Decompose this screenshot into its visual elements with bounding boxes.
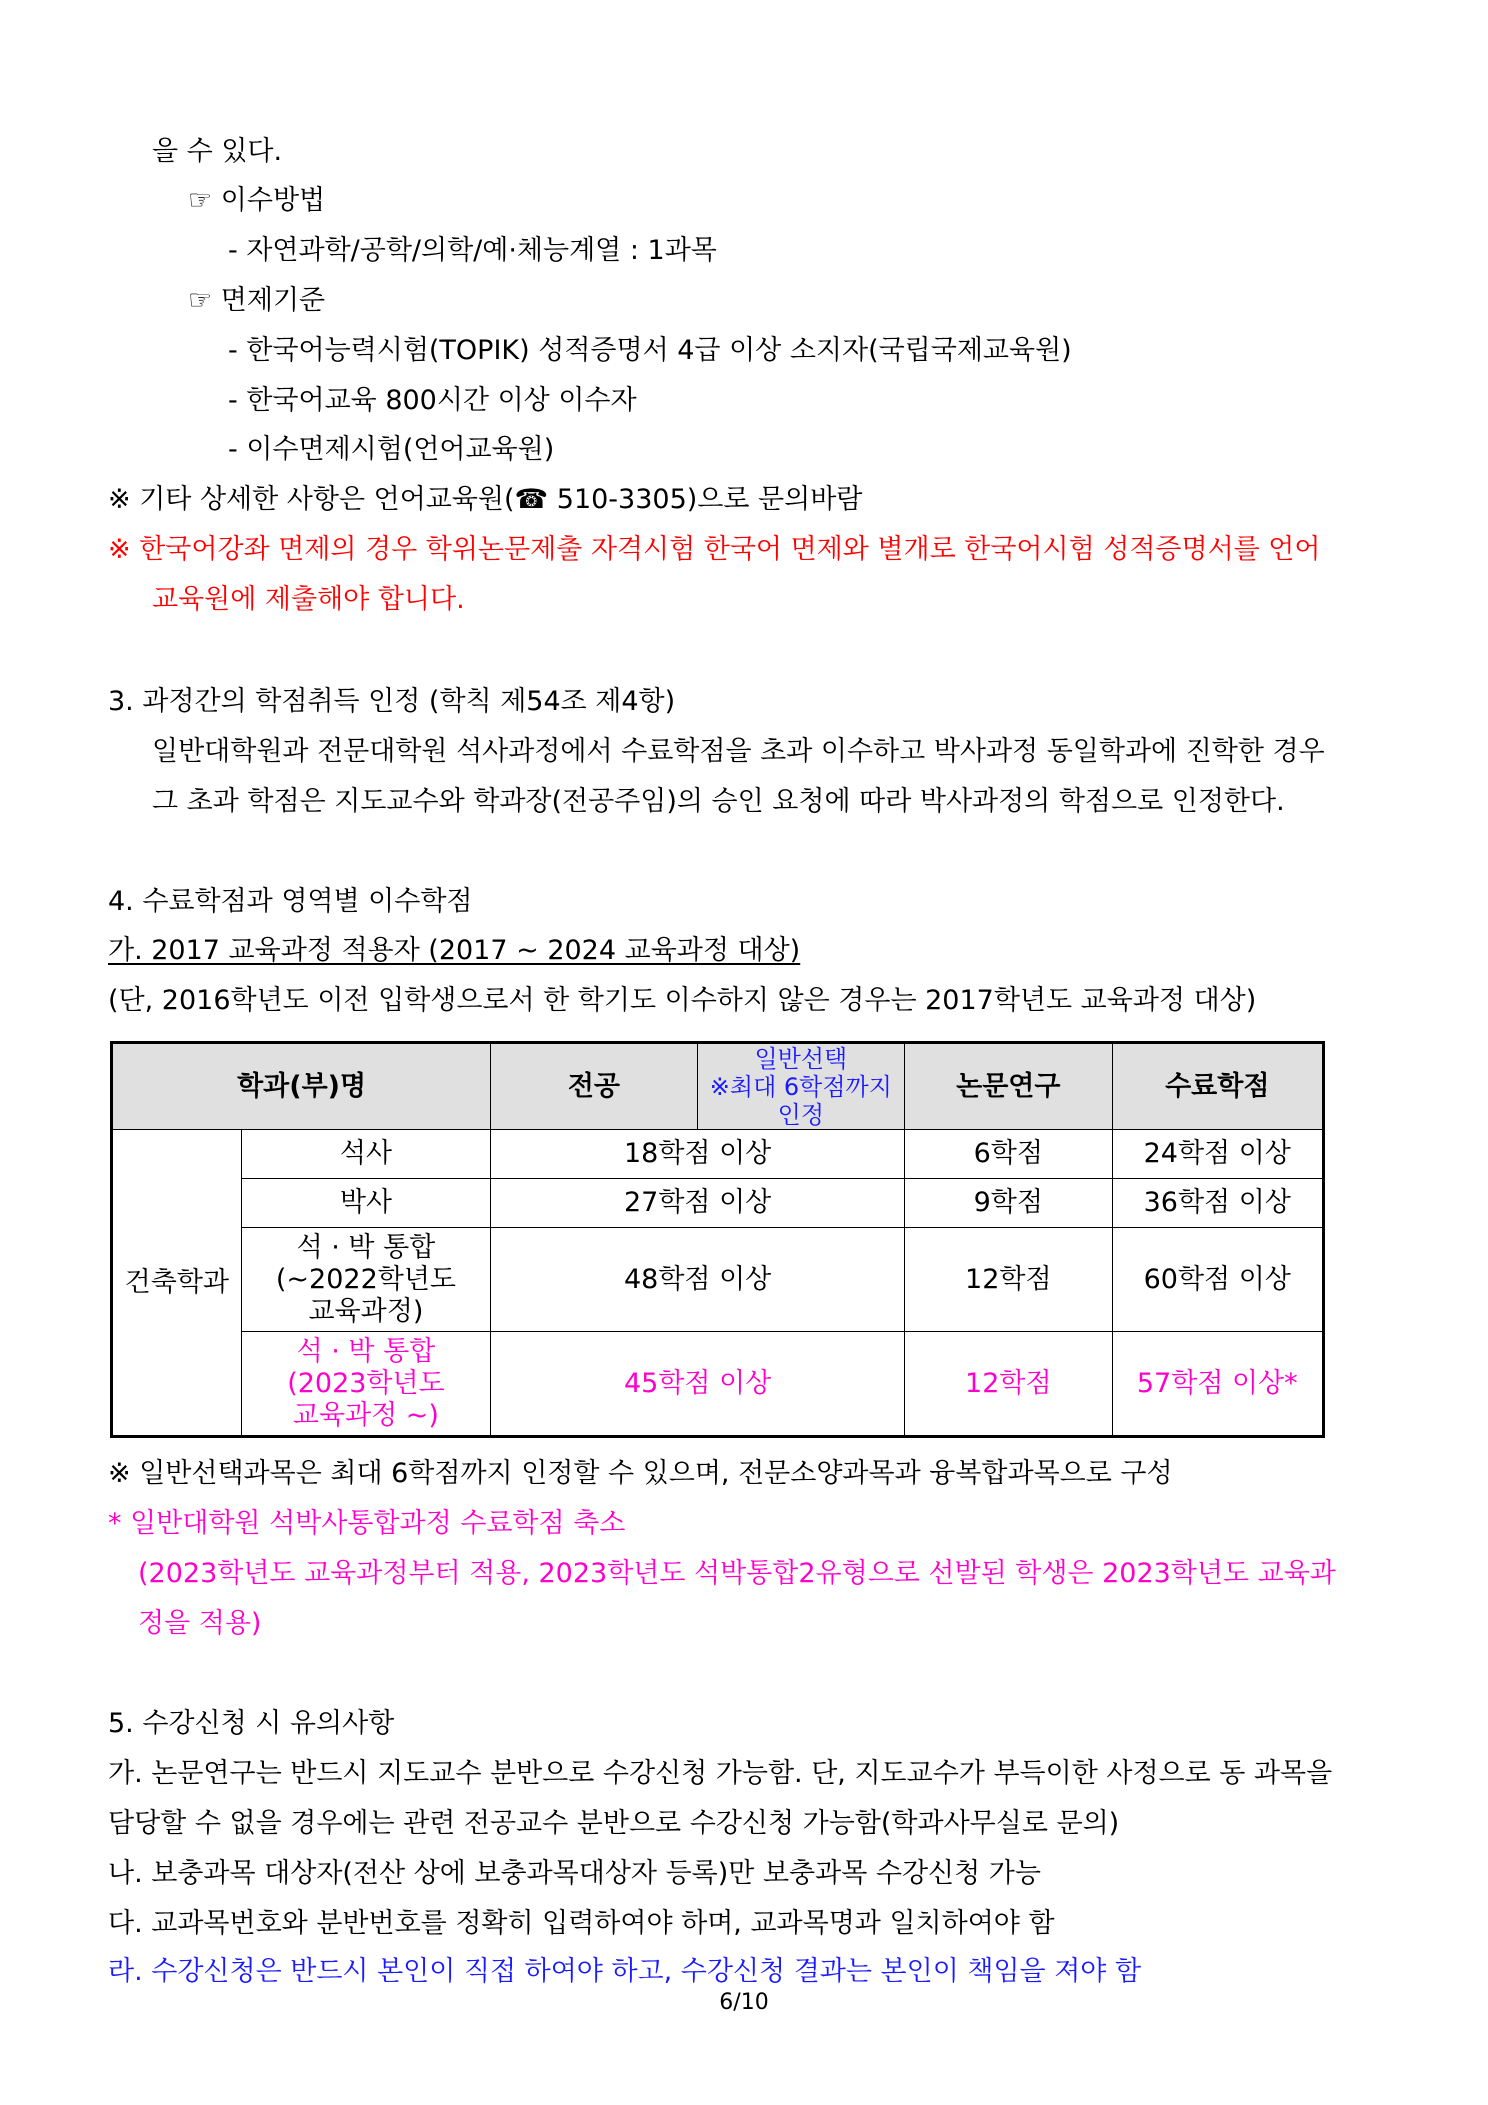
major-cell: 27학점 이상 <box>491 1179 905 1228</box>
section4-subtitle: 가. 2017 교육과정 적용자 (2017 ~ 2024 교육과정 대상) <box>108 935 801 966</box>
section5-item-b: 나. 보충과목 대상자(전산 상에 보충과목대상자 등록)만 보충과목 수강신청 가능 <box>108 1858 1041 1889</box>
thesis-cell: 6학점 <box>905 1130 1112 1179</box>
program-cell <box>241 1332 491 1437</box>
table-row <box>112 1332 1324 1437</box>
program-line: 석 · 박 통합 <box>296 1231 436 1263</box>
header-elective <box>697 1043 904 1130</box>
elective-note: ※ 일반선택과목은 최대 6학점까지 인정할 수 있으며, 전문소양과목과 융복합과목으로 구성 <box>108 1458 1173 1489</box>
total-cell: 36학점 이상 <box>1112 1179 1323 1228</box>
section5-item-d: 라. 수강신청은 반드시 본인이 직접 하여야 하고, 수강신청 결과는 본인이 책임을 져야 함 <box>108 1956 1142 1987</box>
header-thesis: 논문연구 <box>905 1043 1112 1130</box>
major-cell: 18학점 이상 <box>491 1130 905 1179</box>
header-major: 전공 <box>491 1043 697 1130</box>
credits-table <box>110 1041 1325 1438</box>
major-cell: 45학점 이상 <box>491 1332 905 1437</box>
section3-body-line2: 그 초과 학점은 지도교수와 학과장(전공주임)의 승인 요청에 따라 박사과정의 학점으로 인정한다. <box>152 786 1285 817</box>
table-row <box>112 1228 1324 1332</box>
section3-title: 3. 과정간의 학점취득 인정 (학칙 제54조 제4항) <box>108 686 676 717</box>
program-line: 교육과정 ~) <box>292 1399 439 1431</box>
section4-note: (단, 2016학년도 이전 입학생으로서 한 학기도 이수하지 않은 경우는 2017학년도 교육과정 대상) <box>108 985 1257 1016</box>
section5-title: 5. 수강신청 시 유의사항 <box>108 1708 395 1739</box>
total-cell: 60학점 이상 <box>1112 1228 1323 1332</box>
program-line: 석 · 박 통합 <box>296 1335 436 1367</box>
method-title: ☞ 이수방법 <box>188 185 326 216</box>
header-total: 수료학점 <box>1112 1043 1323 1130</box>
section3-body-line1: 일반대학원과 전문대학원 석사과정에서 수료학점을 초과 이수하고 박사과정 동일학과에 진학한 경우 <box>152 736 1325 767</box>
section4-title: 4. 수료학점과 영역별 이수학점 <box>108 886 473 917</box>
program-cell <box>241 1228 491 1332</box>
program-line: (~2022학년도 <box>275 1263 456 1295</box>
table-row <box>112 1130 1324 1179</box>
dept-name-cell: 건축학과 <box>112 1130 242 1437</box>
exempt-item: - 한국어능력시험(TOPIK) 성적증명서 4급 이상 소지자(국립국제교육원) <box>228 335 1072 366</box>
program-line: (2023학년도 <box>287 1367 445 1399</box>
total-cell: 57학점 이상* <box>1112 1332 1323 1437</box>
thesis-cell: 12학점 <box>905 1332 1112 1437</box>
method-item: - 자연과학/공학/의학/예·체능계열 : 1과목 <box>228 235 717 266</box>
red-note-line1: ※ 한국어강좌 면제의 경우 학위논문제출 자격시험 한국어 면제와 별개로 한국어시험 성적증명서를 언어 <box>108 534 1321 565</box>
thesis-cell: 9학점 <box>905 1179 1112 1228</box>
section5-item-a-line2: 담당할 수 없을 경우에는 관련 전공교수 분반으로 수강신청 가능함(학과사무실로 문의) <box>108 1808 1120 1839</box>
exempt-item: - 한국어교육 800시간 이상 이수자 <box>228 385 637 416</box>
contact-note: ※ 기타 상세한 사항은 언어교육원(☎ 510-3305)으로 문의바람 <box>108 484 863 515</box>
thesis-cell: 12학점 <box>905 1228 1112 1332</box>
section5-item-c: 다. 교과목번호와 분반번호를 정확히 입력하여야 하며, 교과목명과 일치하여야 함 <box>108 1908 1055 1939</box>
section5-item-a-line1: 가. 논문연구는 반드시 지도교수 분반으로 수강신청 가능함. 단, 지도교수가 부득이한 사정으로 동 과목을 <box>108 1758 1333 1789</box>
star-note: * 일반대학원 석박사통합과정 수료학점 축소 <box>108 1508 626 1539</box>
page-number: 6/10 <box>719 1990 769 2015</box>
header-elective-line: ※최대 6학점까지 <box>709 1072 892 1101</box>
header-dept: 학과(부)명 <box>112 1043 491 1130</box>
program-cell: 석사 <box>241 1130 491 1179</box>
star-detail-line2: 정을 적용) <box>138 1608 262 1639</box>
exempt-item: - 이수면제시험(언어교육원) <box>228 434 555 465</box>
table-row <box>112 1179 1324 1228</box>
program-cell: 박사 <box>241 1179 491 1228</box>
total-cell: 24학점 이상 <box>1112 1130 1323 1179</box>
table-header-row <box>112 1043 1324 1130</box>
intro-line0: 을 수 있다. <box>152 136 283 167</box>
header-elective-line: 일반선택 <box>754 1044 848 1073</box>
star-detail-line1: (2023학년도 교육과정부터 적용, 2023학년도 석박통합2유형으로 선발된 학생은 2023학년도 교육과 <box>138 1558 1336 1589</box>
red-note-line2: 교육원에 제출해야 합니다. <box>152 584 465 615</box>
program-line: 교육과정) <box>308 1295 424 1327</box>
exempt-title: ☞ 면제기준 <box>188 285 326 316</box>
major-cell: 48학점 이상 <box>491 1228 905 1332</box>
header-elective-line: 인정 <box>777 1100 825 1129</box>
